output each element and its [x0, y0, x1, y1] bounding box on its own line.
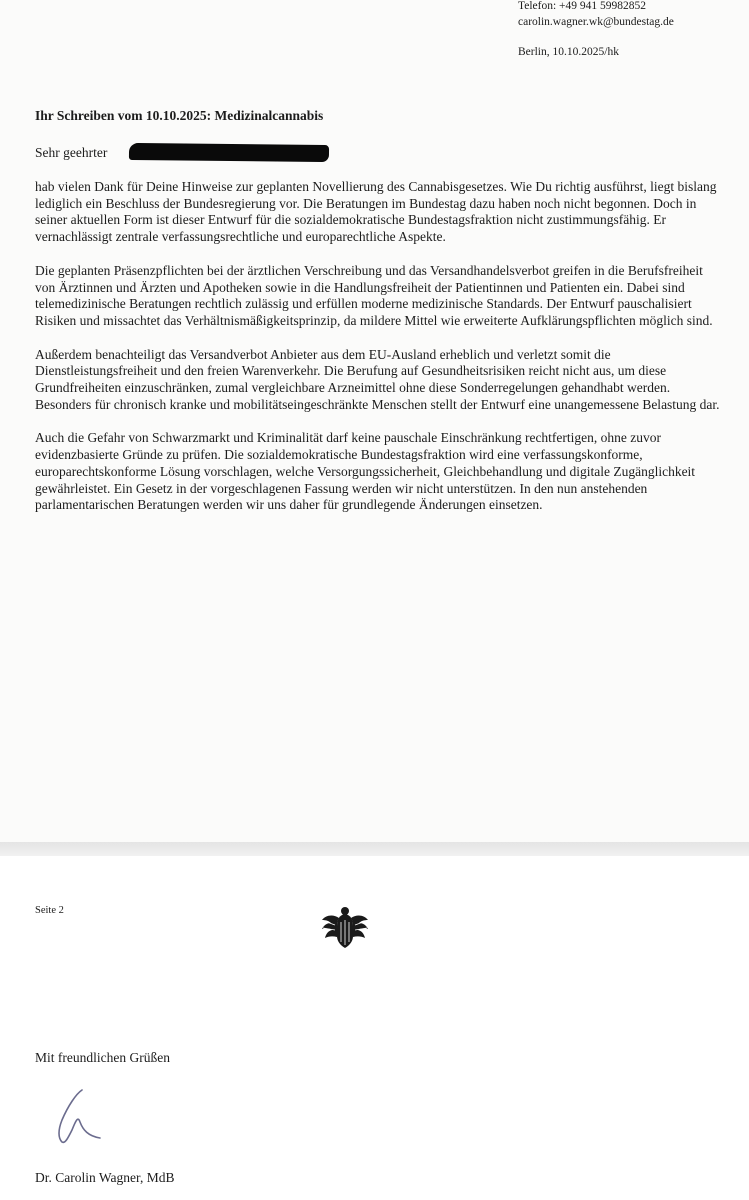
redacted-name [129, 143, 329, 162]
page-number: Seite 2 [35, 905, 64, 916]
body-paragraph: Außerdem benachteiligt das Versandverbot Anbieter aus dem EU-Ausland erheblich und verletzt somit die Dienstleistungsfreiheit und den freien Warenverkehr. Die Berufung auf Gesundheitsrisiken reicht nicht aus, um diese Grundfreiheiten einzuschränken, zumal vergleichbare Arzneimittel ohne diese Sonderregelungen gehandhabt werden. Besonders für chronisch kranke und mobilitätseingeschränkte Menschen stellt der Entwurf eine unangemessene Belastung dar. [35, 346, 720, 412]
body-paragraph: hab vielen Dank für Deine Hinweise zur geplanten Novellierung des Cannabisgesetzes. Wie Du richtig ausführst, liegt bislang lediglich ein Beschluss der Bundesregierung vor. Die Beratungen im Bundestag dazu haben noch nicht begonnen. Doch in seiner aktuellen Form ist dieser Entwurf für die sozialdemokratische Bundestagsfraktion nicht zustimmungsfähig. Er vernachlässigt zentrale verfassungsrechtliche und europarechtliche Aspekte. [35, 179, 717, 245]
body-paragraph: Auch die Gefahr von Schwarzmarkt und Kriminalität darf keine pauschale Einschränkung rechtfertigen, ohne zuvor evidenzbasierte Gründe zu prüfen. Die sozialdemokratische Bundestagsfraktion wird eine verfassungskonforme, europarechtskonforme Lösung vorschlagen, welche Versorgungssicherheit, Gleichbehandlung und digitale Zugänglichkeit gewährleistet. Ein Gesetz in der vorgeschlagenen Fassung werden wir nicht unterstützen. In den nun anstehenden parlamentarischen Beratungen werden wir uns daher für grundlegende Änderungen einsetzen. [35, 430, 696, 513]
letter-subject: Ihr Schreiben vom 10.10.2025: Medizinalcannabis [35, 108, 324, 123]
page-separator [0, 842, 749, 856]
signer-name: Dr. Carolin Wagner, MdB [35, 1170, 175, 1185]
contact-email: carolin.wagner.wk@bundestag.de [518, 16, 674, 28]
letter-body [35, 179, 725, 531]
bundestag-eagle-icon [320, 906, 370, 950]
body-paragraph: Die geplanten Präsenzpflichten bei der ärztlichen Verschreibung und das Versandhandelsverbot greifen in die Berufsfreiheit von Ärztinnen und Ärzten und Apotheken sowie in die Handlungsfreiheit der Patientinnen und Patienten ein. Dabei sind telemedizinische Beratungen rechtlich zulässig und erfüllen moderne medizinische Standards. Der Entwurf pauschalisiert Risiken und missachtet das Verhältnismäßigkeitsprinzip, da mildere Mittel wie erweiterte Aufklärungspflichten möglich sind. [35, 262, 713, 328]
date-line: Berlin, 10.10.2025/hk [518, 46, 619, 58]
closing-phrase: Mit freundlichen Grüßen [35, 1050, 170, 1065]
letter-page-2 [0, 856, 749, 1200]
contact-block [518, 0, 674, 30]
salutation: Sehr geehrter [35, 145, 108, 160]
handwritten-signature [50, 1086, 130, 1150]
contact-phone: Telefon: +49 941 59982852 [518, 0, 647, 12]
